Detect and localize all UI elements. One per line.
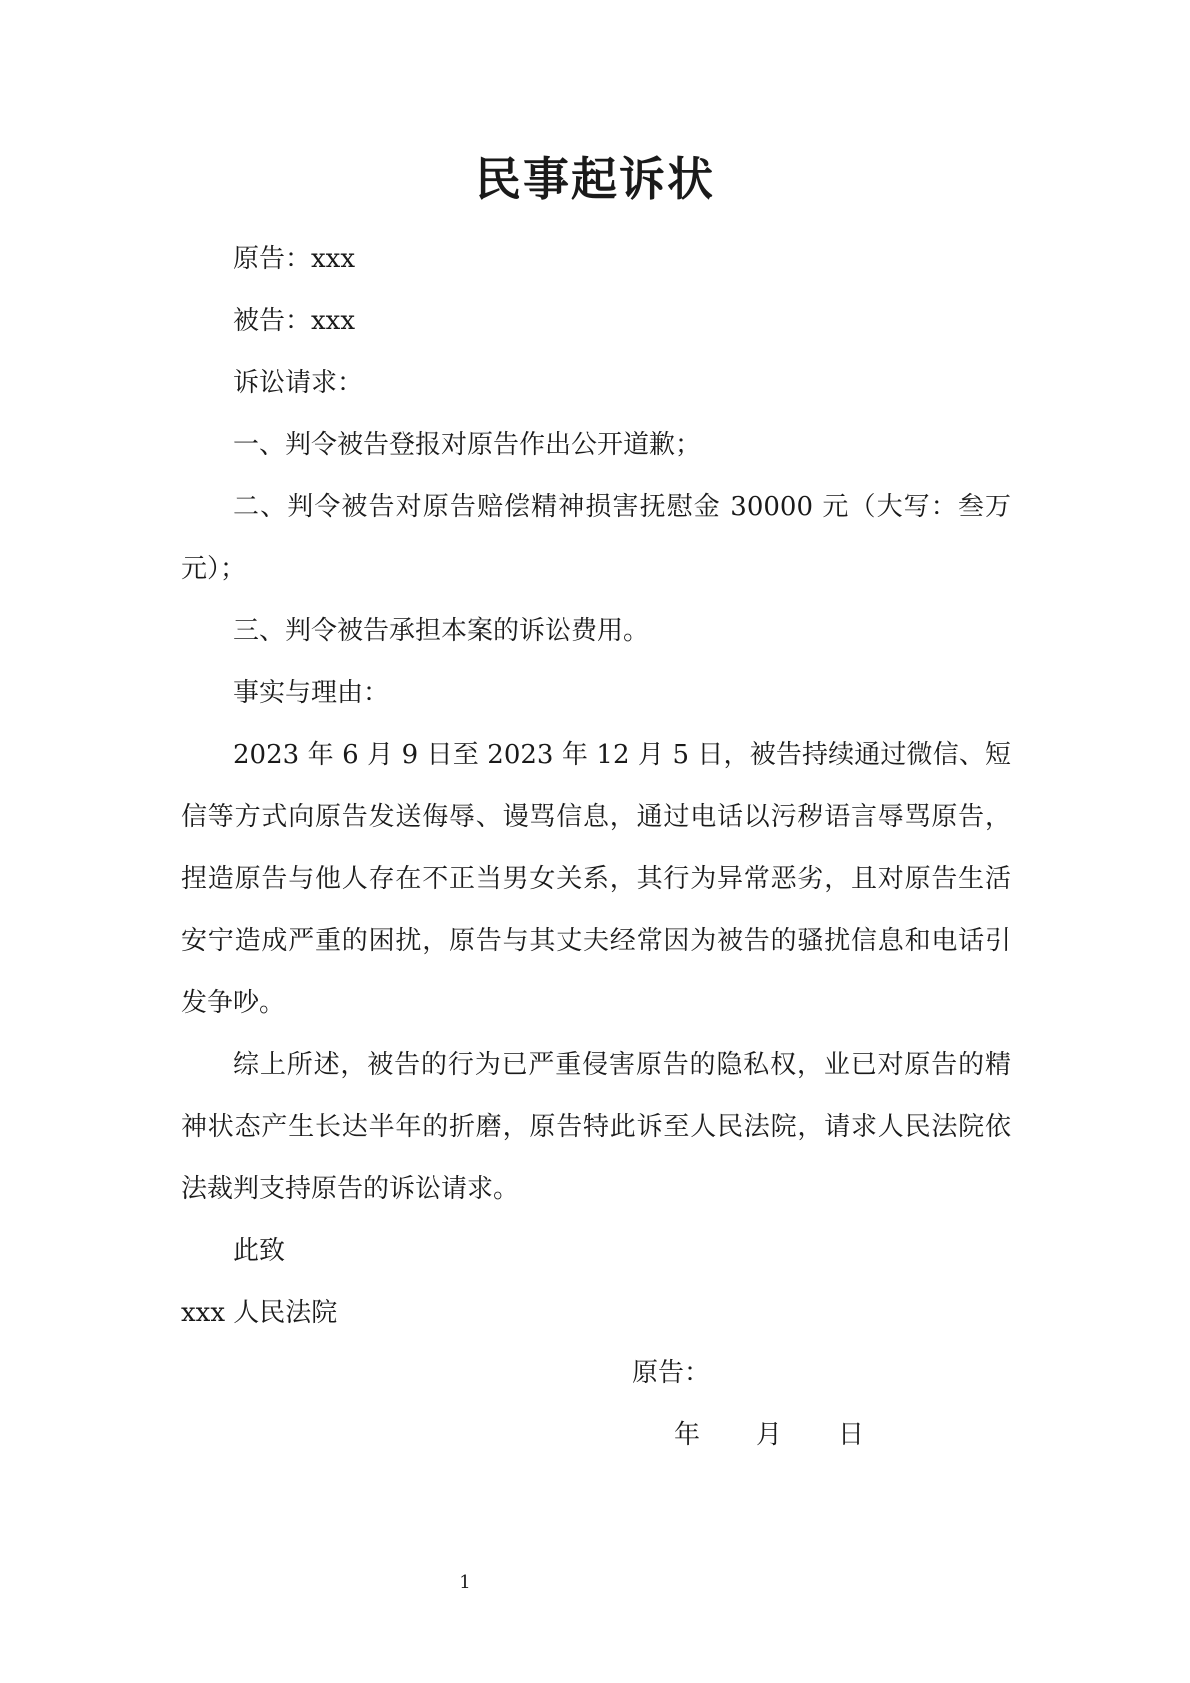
- date-month: 月: [756, 1420, 783, 1450]
- date-line: [674, 1422, 864, 1448]
- signature-label: 原告：: [632, 1358, 711, 1388]
- facts-heading: 事实与理由：: [233, 678, 390, 708]
- claim-item: 一、判令被告登报对原告作出公开道歉；: [233, 430, 702, 460]
- conclusion-paragraph: 综上所述，被告的行为已严重侵害原告的隐私权，业已对原告的精神状态产生长达半年的折磨，原告特此诉至人民法院，请求人民法院依法裁判支持原告的诉讼请求。: [181, 1050, 1011, 1204]
- claims-heading: 诉讼请求：: [233, 368, 364, 398]
- claim-item: 三、判令被告承担本案的诉讼费用。: [233, 616, 650, 646]
- facts-paragraph: 2023 年 6 月 9 日至 2023 年 12 月 5 日，被告持续通过微信、短信等方式向原告发送侮辱、谩骂信息，通过电话以污秽语言辱骂原告，捏造原告与他人存在不正当男女关系，其行为异常恶劣，且对原告生活安宁造成严重的困扰，原告与其丈夫经常因为被告的骚扰信息和电话引发争吵。: [181, 740, 1011, 1018]
- claim-item: 二、判令被告对原告赔偿精神损害抚慰金 30000 元（大写：叁万元）；: [181, 492, 1011, 584]
- closing-salutation: 此致: [233, 1236, 286, 1266]
- date-year: 年: [674, 1420, 701, 1450]
- page-number: 1: [459, 1572, 471, 1593]
- defendant-line: 被告：xxx: [233, 306, 355, 336]
- date-day: 日: [838, 1420, 865, 1450]
- court-name: xxx 人民法院: [181, 1298, 338, 1328]
- plaintiff-line: 原告：xxx: [233, 244, 355, 274]
- document-body: [181, 228, 1011, 1344]
- document-title: 民事起诉状: [475, 152, 715, 206]
